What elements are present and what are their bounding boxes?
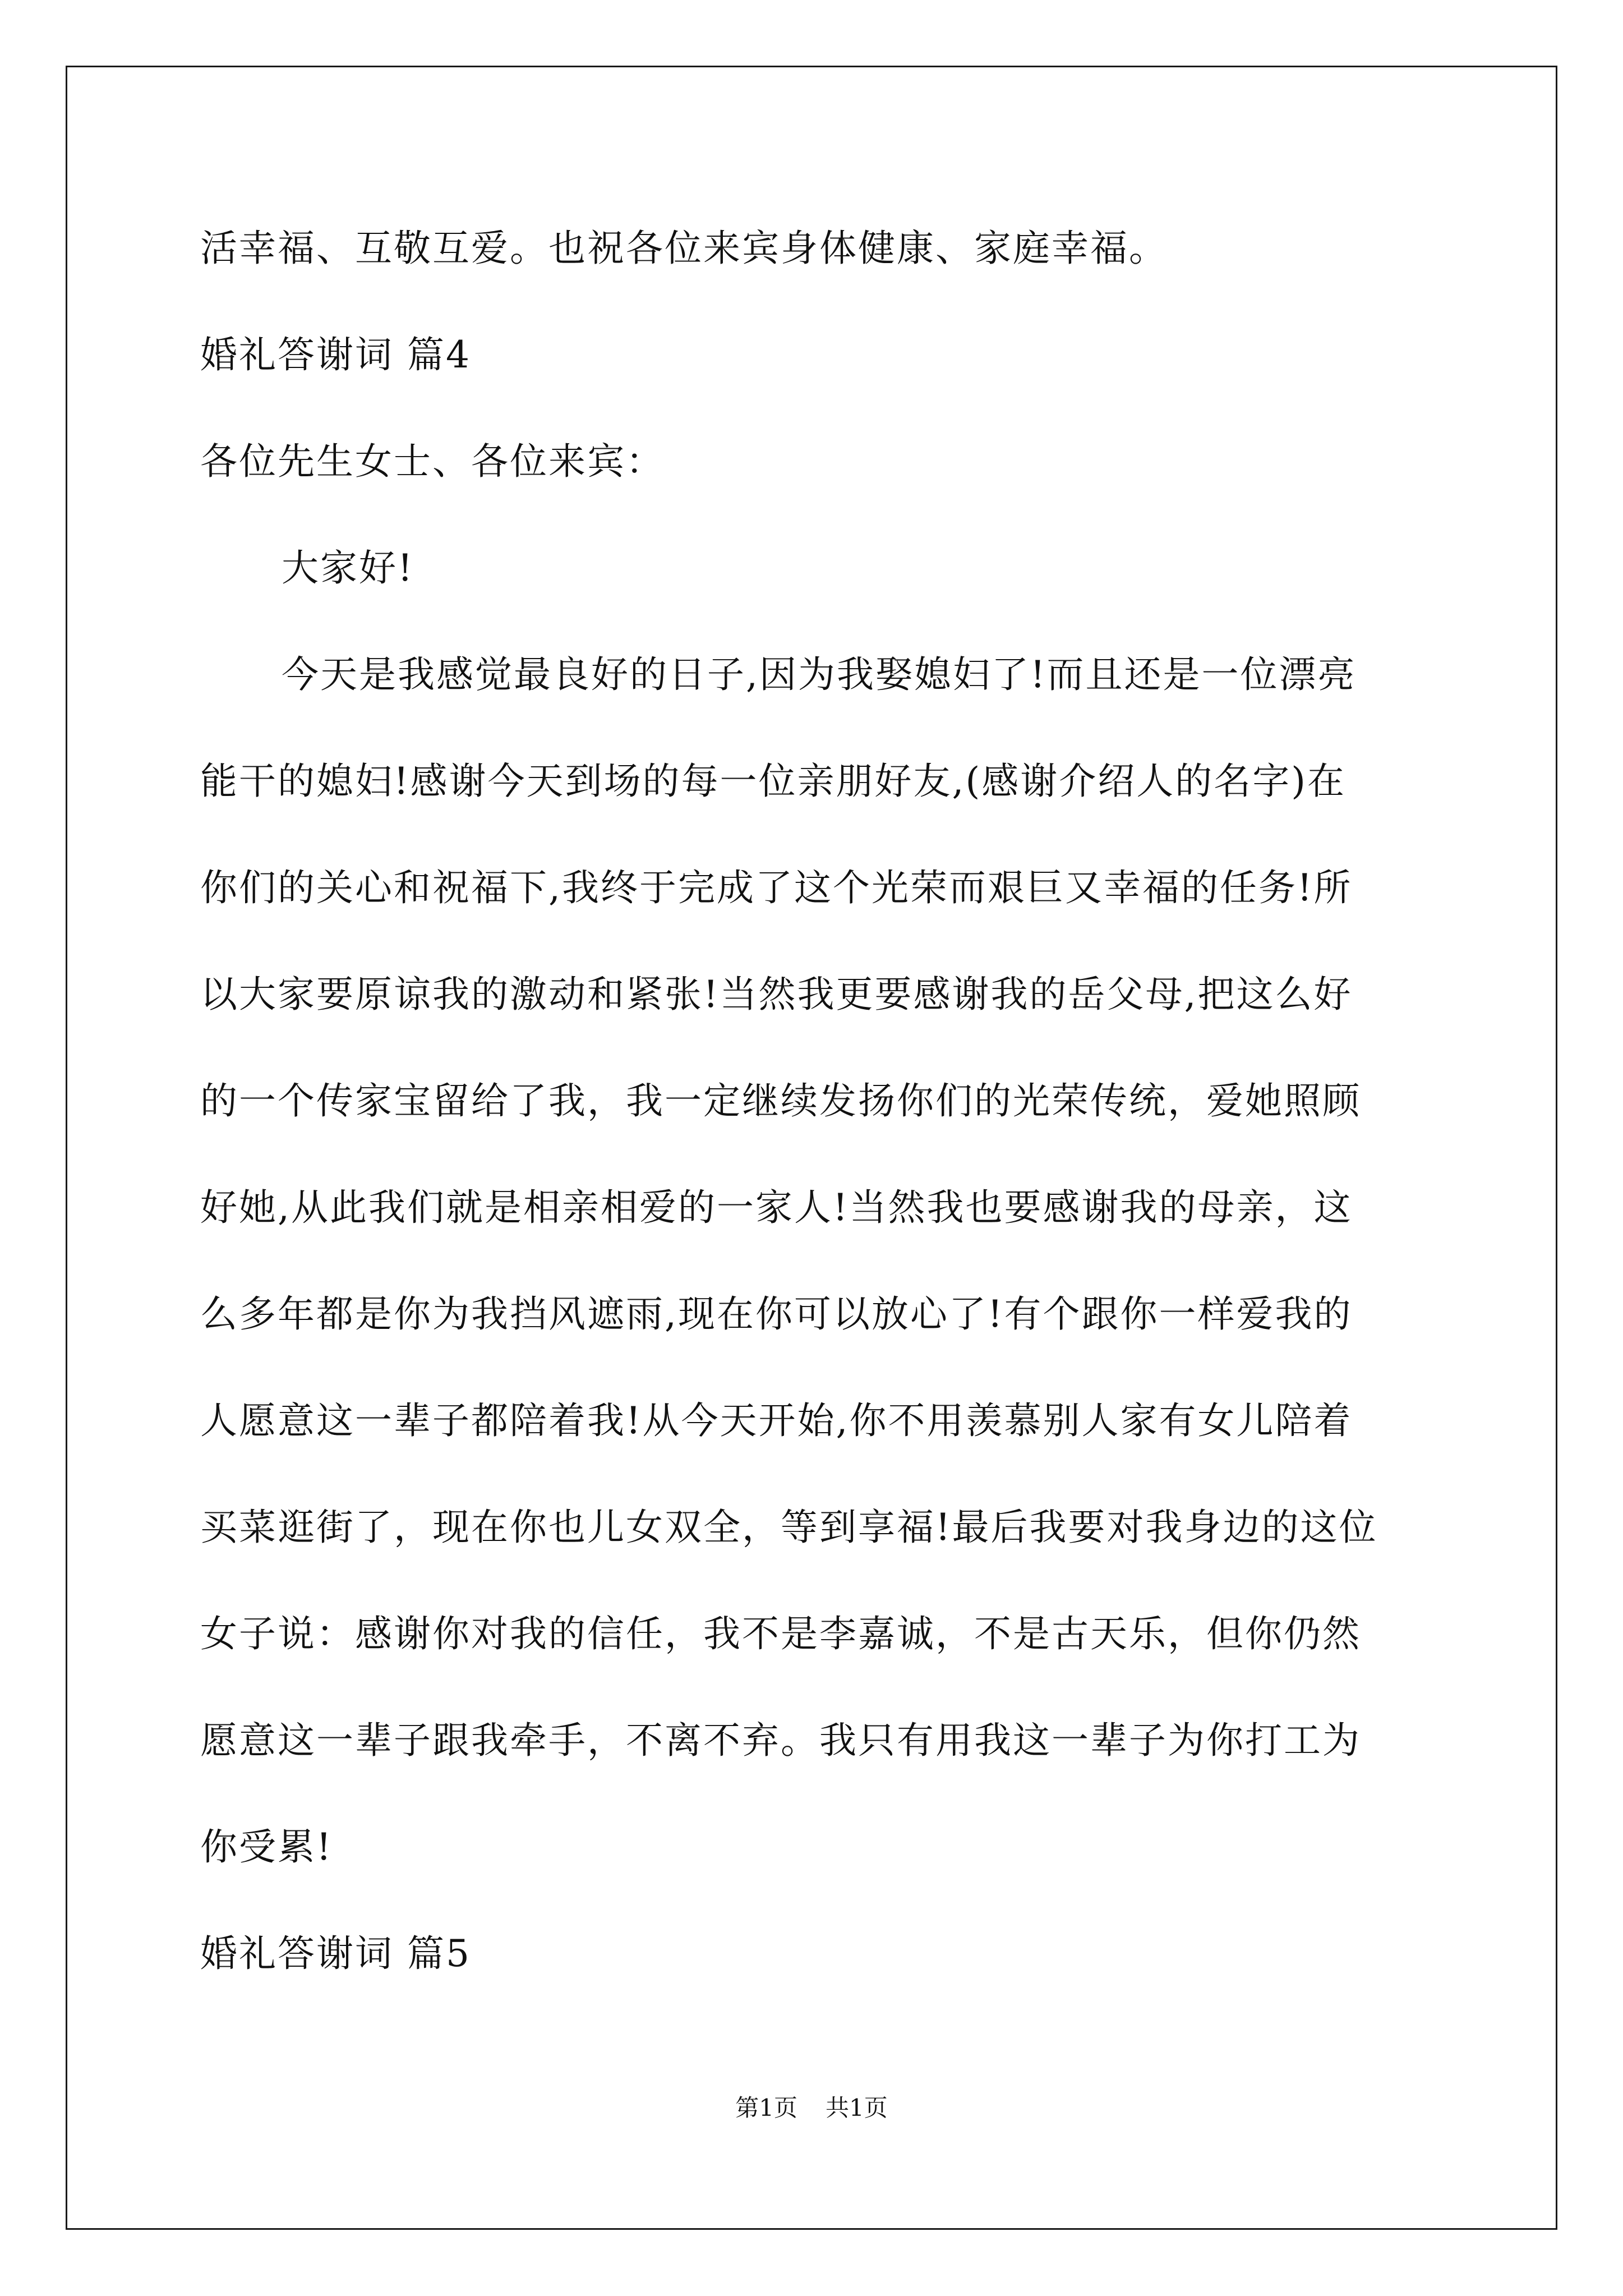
- paragraph-line: 女子说：感谢你对我的信任，我不是李嘉诚，不是古天乐，但你仍然: [200, 1612, 1361, 1655]
- paragraph-line: 买菜逛街了，现在你也儿女双全，等到享福!最后我要对我身边的这位: [200, 1506, 1378, 1549]
- paragraph-line: 能干的媳妇!感谢今天到场的每一位亲朋好友,(感谢介绍人的名字)在: [200, 760, 1346, 803]
- page-footer: [0, 2096, 1623, 2120]
- paragraph-line: 么多年都是你为我挡风遮雨,现在你可以放心了!有个跟你一样爱我的: [200, 1292, 1353, 1336]
- paragraph-line: 好她,从此我们就是相亲相爱的一家人!当然我也要感谢我的母亲，这: [200, 1186, 1353, 1229]
- section-heading: 婚礼答谢词 篇5: [200, 1932, 471, 1975]
- paragraph-line: 今天是我感觉最良好的日子,因为我娶媳妇了!而且还是一位漂亮: [282, 653, 1357, 696]
- paragraph-line: 以大家要原谅我的激动和紧张!当然我更要感谢我的岳父母,把这么好: [200, 973, 1353, 1016]
- paragraph-line: 人愿意这一辈子都陪着我!从今天开始,你不用羡慕别人家有女儿陪着: [200, 1399, 1353, 1442]
- paragraph-line: 你受累!: [200, 1825, 333, 1869]
- section-heading: 婚礼答谢词 篇4: [200, 333, 471, 376]
- greeting: 大家好!: [282, 546, 414, 590]
- page-number-current: 第1页: [735, 2094, 797, 2122]
- page-frame: [66, 66, 1557, 2230]
- paragraph-line: 的一个传家宝留给了我，我一定继续发扬你们的光荣传统，爱她照顾: [200, 1079, 1361, 1122]
- paragraph-line: 你们的关心和祝福下,我终于完成了这个光荣而艰巨又幸福的任务!所: [200, 866, 1353, 909]
- page-number-total: 共1页: [826, 2094, 888, 2122]
- paragraph-line: 愿意这一辈子跟我牵手，不离不弃。我只有用我这一辈子为你打工为: [200, 1719, 1361, 1762]
- paragraph-line: 活幸福、互敬互爱。也祝各位来宾身体健康、家庭幸福。: [200, 227, 1168, 270]
- salutation: 各位先生女士、各位来宾：: [200, 440, 665, 483]
